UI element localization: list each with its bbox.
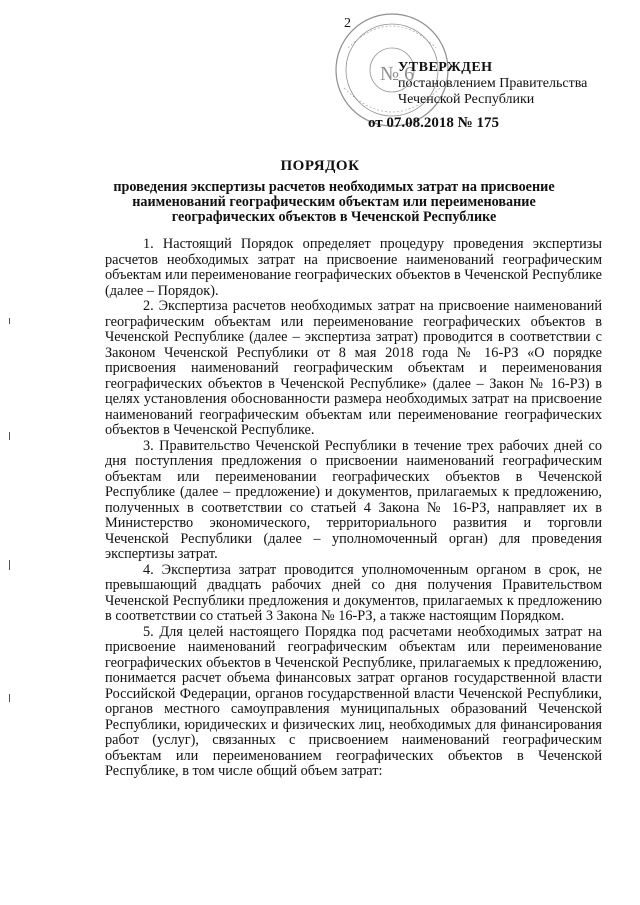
document-title: ПОРЯДОК [280, 158, 360, 174]
svg-text:№ 6: № 6 [380, 63, 415, 85]
page-number: 2 [344, 16, 351, 31]
binding-mark [9, 694, 10, 702]
binding-mark [9, 432, 10, 440]
paragraph-4: 4. Экспертиза затрат проводится уполномоченным органом в срок, не превышающий двадцать рабочих дней со дня получения Правительством Чеченской Республики предложения и документов, прилагаемых к предложению в соответствии со статьей 3 Закона № 16-РЗ, а также настоящим Порядком. [105, 561, 602, 624]
binding-mark [9, 560, 10, 570]
document-body [105, 237, 602, 780]
paragraph-5: 5. Для целей настоящего Порядка под расчетами необходимых затрат на присвоение наименований географическим объектам или переименование географических объектов в Чеченской Республике, прилагаемых к предложению, понимается расчет объема финансовых затрат органов государственной власти Российской Федерации, органов государственной власти Чеченской Республики, органов местного самоуправления муниципальных образований Чеченской Республики, юридических и физических лиц, необходимых для финансирования работ (услуг), связанных с присвоением наименований географическим объектам или переименованием географических объектов в Чеченской Республике, в том числе общий объем затрат: [105, 623, 602, 779]
paragraph-2: 2. Экспертиза расчетов необходимых затрат на присвоение наименований географическим объектам или переименование географических объектов в Чеченской Республике (далее – экспертиза затрат) проводится в соответствии с Законом Чеченской Республики от 8 мая 2018 года № 16-РЗ «О порядке присвоения наименований географическим объектам и переименования географических объектов в Чеченской Республике» (далее – Закон № 16-РЗ) в целях установления обоснованности размера необходимых затрат на присвоение наименований географическим объектам или переименование географических объектов в Чеченской Республике. [105, 298, 602, 438]
approval-authority: Чеченской Республики [398, 92, 535, 107]
approval-decree: постановлением Правительства [398, 76, 588, 91]
approval-heading: УТВЕРЖДЕН [398, 60, 493, 75]
approval-date-number: от 07.08.2018 № 175 [368, 115, 499, 131]
paragraph-1: 1. Настоящий Порядок определяет процедуру проведения экспертизы расчетов необходимых затрат на присвоение наименований географическим объектам или переименование географических объектов в Чеченской Республике (далее – Порядок). [105, 236, 602, 299]
binding-mark [9, 318, 10, 324]
document-subtitle: проведения экспертизы расчетов необходимых затрат на присвоение наименований географическим объектам или переименование географических объектов в Чеченской Республике [113, 179, 555, 225]
paragraph-3: 3. Правительство Чеченской Республики в течение трех рабочих дней со дня поступления предложения о присвоении наименований географическим объектам или переименовании географических объектов в Чеченской Республике (далее – предложение) и документов, прилагаемых к предложению, полученных в соответствии со статьей 4 Закона № 16-РЗ, направляет их в Министерство экономического, территориального развития и торговли Чеченской Республики (далее – уполномоченный орган) для проведения экспертизы затрат. [105, 437, 602, 562]
